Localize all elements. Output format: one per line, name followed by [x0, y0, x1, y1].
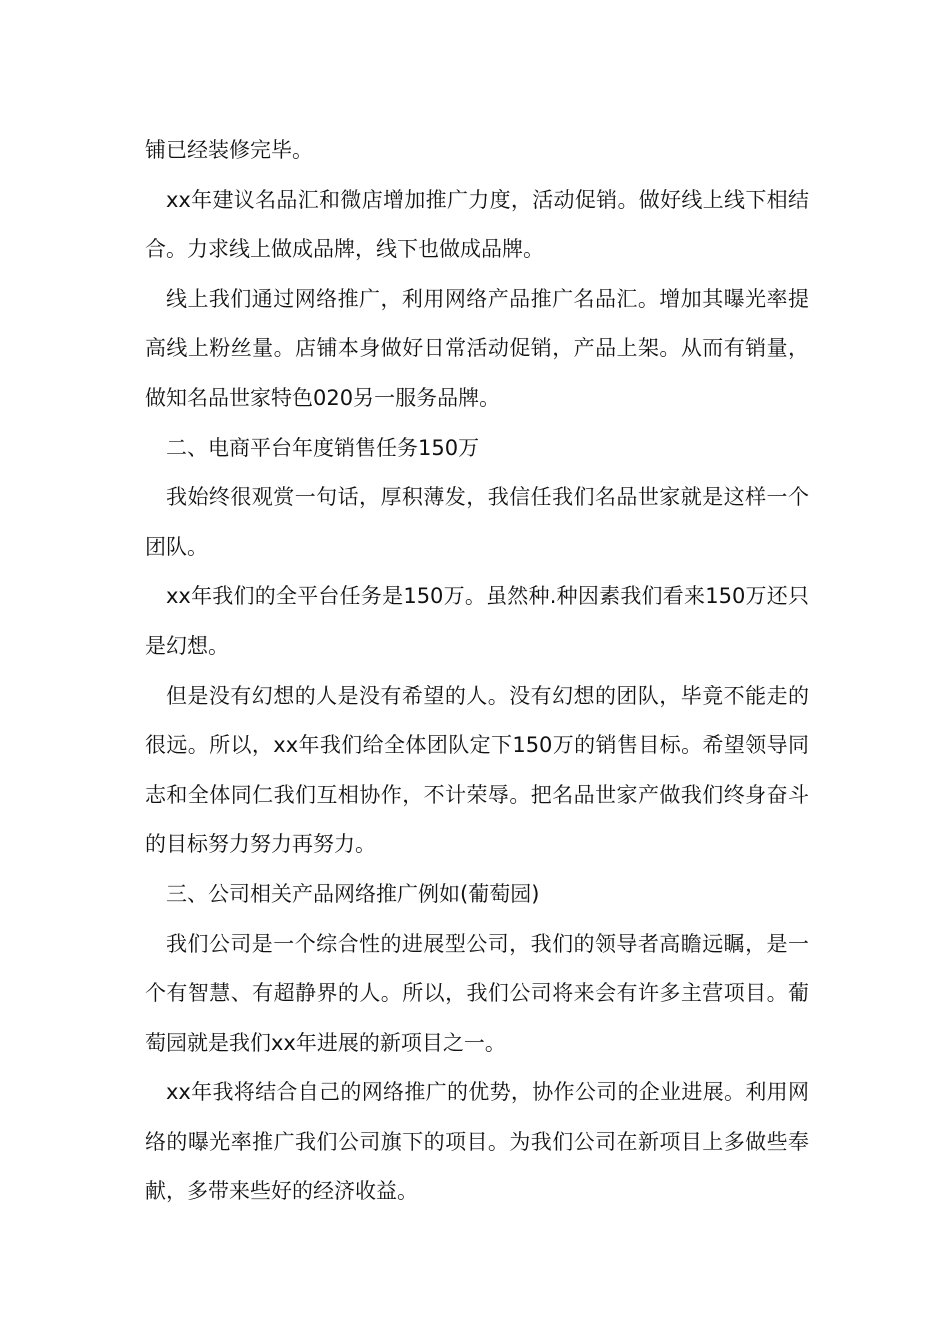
paragraph-team-goal: 但是没有幻想的人是没有希望的人。没有幻想的团队，毕竟不能走的很远。所以，xx年我们给全体团队定下150万的销售目标。希望领导同志和全体同仁我们互相协作，不计荣辱。把名品世家产做我们终身奋斗的目标努力努力再努力。	[145, 683, 809, 857]
paragraph-continuation: 铺已经装修完毕。	[145, 138, 313, 162]
section-heading-vineyard: 三、公司相关产品网络推广例如(葡萄园)	[166, 881, 540, 906]
document-body	[145, 126, 809, 1217]
paragraph-platform-target: xx年我们的全平台任务是150万。虽然种.种因素我们看来150万还只是幻想。	[145, 584, 809, 658]
paragraph-online-promotion: 线上我们通过网络推广，利用网络产品推广名品汇。增加其曝光率提高线上粉丝量。店铺本身做好日常活动促销，产品上架。从而有销量，做知名品世家特色020另一服务品牌。	[145, 286, 809, 410]
paragraph-network-promotion: xx年我将结合自己的网络推广的优势，协作公司的企业进展。利用网络的曝光率推广我们公司旗下的项目。为我们公司在新项目上多做些奉献，多带来些好的经济收益。	[145, 1080, 809, 1204]
paragraph-promotion-plan: xx年建议名品汇和微店增加推广力度，活动促销。做好线上线下相结合。力求线上做成品牌，线下也做成品牌。	[145, 187, 809, 262]
paragraph-company-projects: 我们公司是一个综合性的进展型公司，我们的领导者高瞻远瞩，是一个有智慧、有超静界的人。所以，我们公司将来会有许多主营项目。葡萄园就是我们xx年进展的新项目之一。	[145, 931, 809, 1055]
section-heading-sales-target: 二、电商平台年度销售任务150万	[166, 435, 480, 460]
paragraph-team-motto: 我始终很观赏一句话，厚积薄发，我信任我们名品世家就是这样一个团队。	[145, 485, 809, 559]
